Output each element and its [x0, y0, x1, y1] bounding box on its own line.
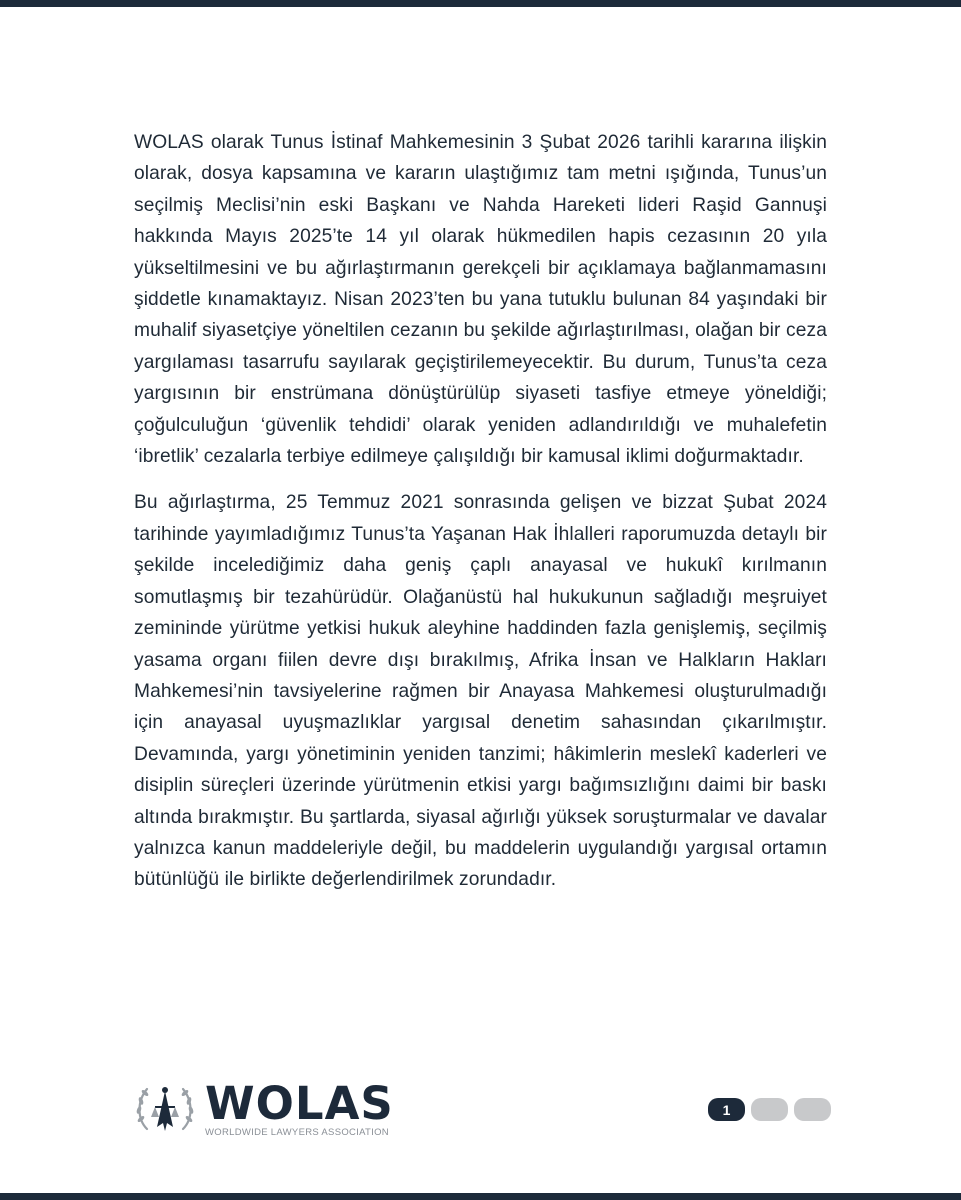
page-dot[interactable]	[751, 1098, 788, 1121]
logo-tagline: WORLDWIDE LAWYERS ASSOCIATION	[205, 1127, 389, 1138]
bottom-border	[0, 1193, 961, 1200]
page-dot[interactable]	[794, 1098, 831, 1121]
wolas-logo	[133, 1078, 413, 1142]
logo-wordmark: WOLAS	[205, 1077, 394, 1130]
laurel-scales-icon	[133, 1079, 197, 1141]
page-dot-current[interactable]: 1	[708, 1098, 745, 1121]
document-body	[134, 127, 827, 896]
paragraph-1: WOLAS olarak Tunus İstinaf Mahkemesinin 3 Şubat 2026 tarihli kararına ilişkin olarak, dosya kapsamına ve kararın ulaştığımız tam metni ışığında, Tunus’un seçilmiş Meclisi’nin eski Başkanı ve Nahda Hareketi lideri Raşid Gannuşi hakkında Mayıs 2025’te 14 yıl olarak hükmedilen hapis cezasının 20 yıla yükseltilmesini ve bu ağırlaştırmanın gerekçeli bir açıklamaya bağlanmamasını şiddetle kınamaktayız. Nisan 2023’ten bu yana tutuklu bulunan 84 yaşındaki bir muhalif siyasetçiye yöneltilen cezanın bu şekilde ağırlaştırılması, olağan bir ceza yargılaması tasarrufu sayılarak geçiştirilemeyecektir. Bu durum, Tunus’ta ceza yargısının bir enstrümana dönüştürülüp siyaseti tasfiye etmeye yöneldiği; çoğulculuğun ‘güvenlik tehdidi’ olarak yeniden adlandırıldığı ve muhalefetin ‘ibretlik’ cezalarla terbiye edilmeye çalışıldığı bir kamusal iklimi doğurmaktadır.	[134, 132, 827, 468]
page-indicator	[708, 1098, 831, 1121]
paragraph-2: Bu ağırlaştırma, 25 Temmuz 2021 sonrasında gelişen ve bizzat Şubat 2024 tarihinde yayımladığımız Tunus’ta Yaşanan Hak İhlalleri raporumuzda detaylı bir şekilde incelediğimiz daha geniş çaplı anayasal ve hukukî kırılmanın somutlaşmış bir tezahürüdür. Olağanüstü hal hukukunun sağladığı meşruiyet zemininde yürütme yetkisi hukuk aleyhine haddinden fazla genişlemiş, seçilmiş yasama organı fiilen devre dışı bırakılmış, Afrika İnsan ve Halkların Hakları Mahkemesi’nin tavsiyelerine rağmen bir Anayasa Mahkemesi oluşturulmadığı için anayasal uyuşmazlıklar yargısal denetim sahasından çıkarılmıştır. Devamında, yargı yönetiminin yeniden tanzimi; hâkimlerin meslekî kaderleri ve disiplin süreçleri üzerinde yürütmenin etkisi yargı bağımsızlığını daimi bir baskı altında bırakmıştır. Bu şartlarda, siyasal ağırlığı yüksek soruşturmalar ve davalar yalnızca kanun maddeleriyle değil, bu maddelerin uygulandığı yargısal ortamın bütünlüğü ile birlikte değerlendirilmek zorundadır.	[134, 492, 827, 891]
top-border	[0, 0, 961, 7]
logo-text	[205, 1077, 394, 1138]
